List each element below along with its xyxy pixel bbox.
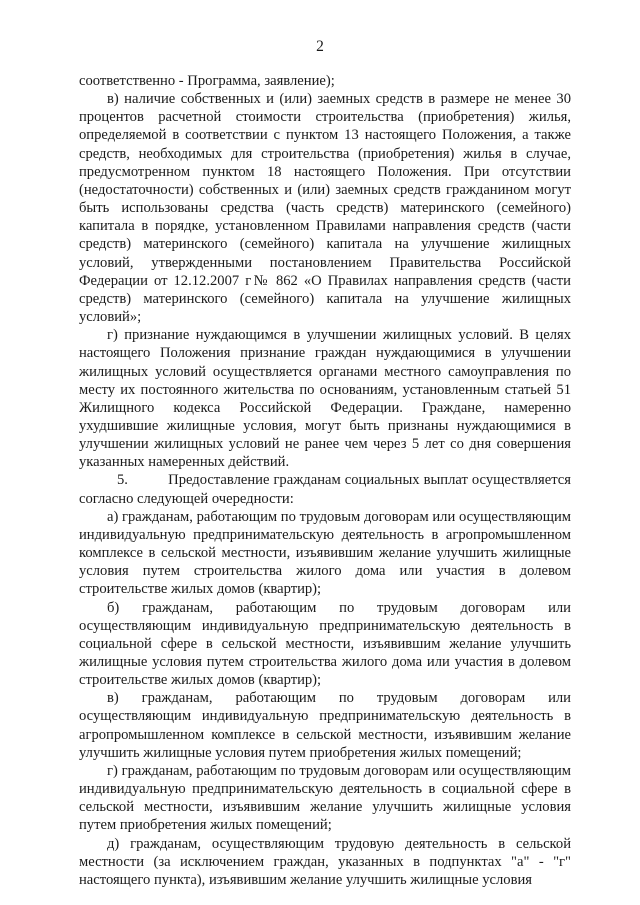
paragraph-item-g: г) признание нуждающимся в улучшении жилищных условий. В целях настоящего Положения признание граждан нуждающимися в улучшении жилищных условий осуществляется органами местного самоуправления по месту их постоянного жительства по основаниям, установленным статьей 51 Жилищного кодекса Российской Федерации. Граждане, намеренно ухудшившие жилищные условия, могут быть признаны нуждающимися в улучшении жилищных условий не ранее чем через 5 лет со дня совершения указанных намеренных действий. <box>79 327 571 471</box>
paragraph-clause-5: 5. Предоставление гражданам социальных выплат осуществляется согласно следующей очередности: <box>79 472 571 507</box>
paragraph-item-d: д) гражданам, осуществляющим трудовую деятельность в сельской местности (за исключением граждан, указанных в подпунктах "а" - "г" настоящего пункта), изъявившим желание улучшить жилищные условия <box>79 835 571 888</box>
paragraph-item-b: б) гражданам, работающим по трудовым договорам или осуществляющим индивидуальную предпринимательскую деятельность в социальной сфере в сельской местности, изъявившим желание улучшить жилищные условия путем строительства жилого дома или участия в долевом строительстве жилых домов (квартир); <box>79 599 571 689</box>
paragraph-continuation: соответственно - Программа, заявление); <box>79 73 335 89</box>
paragraph-item-v2: в) гражданам, работающим по трудовым договорам или осуществляющим индивидуальную предпринимательскую деятельность в агропромышленном комплексе в сельской местности, изъявившим желание улучшить жилищные условия путем приобретения жилых помещений; <box>79 690 571 761</box>
paragraph-item-a: а) гражданам, работающим по трудовым договорам или осуществляющим индивидуальную предпринимательскую деятельность в агропромышленном комплексе в сельской местности, изъявившим желание улучшить жилищные условия путем строительства жилого дома или участия в долевом строительстве жилых домов (квартир); <box>79 508 571 598</box>
page-number: 2 <box>316 38 324 55</box>
paragraph-item-g2: г) гражданам, работающим по трудовым договорам или осуществляющим индивидуальную предпринимательскую деятельность в социальной сфере в сельской местности, изъявившим желание улучшить жилищные условия путем приобретения жилых помещений; <box>79 762 571 834</box>
paragraph-item-v: в) наличие собственных и (или) заемных средств в размере не менее 30 процентов расчетной стоимости строительства (приобретения) жилья, определяемой в соответствии с пунктом 13 настоящего Положения, а также средств, необходимых для строительства (приобретения) жилья в случае, предусмотренном пунктом 18 настоящего Положения. При отсутствии (недостаточности) собственных и (или) заемных средств гражданином могут быть использованы средства (часть средств) материнского (семейного) капитала в порядке, установленном Правилами направления средств (части средств) материнского (семейного) капитала на улучшение жилищных условий, утвержденными постановлением Правительства Российской Федерации от 12.12.2007 г№ 862 «О Правилах направления средств (части средств) материнского (семейного) капитала на улучшение жилищных условий»; <box>79 91 571 326</box>
document-body <box>79 72 571 889</box>
